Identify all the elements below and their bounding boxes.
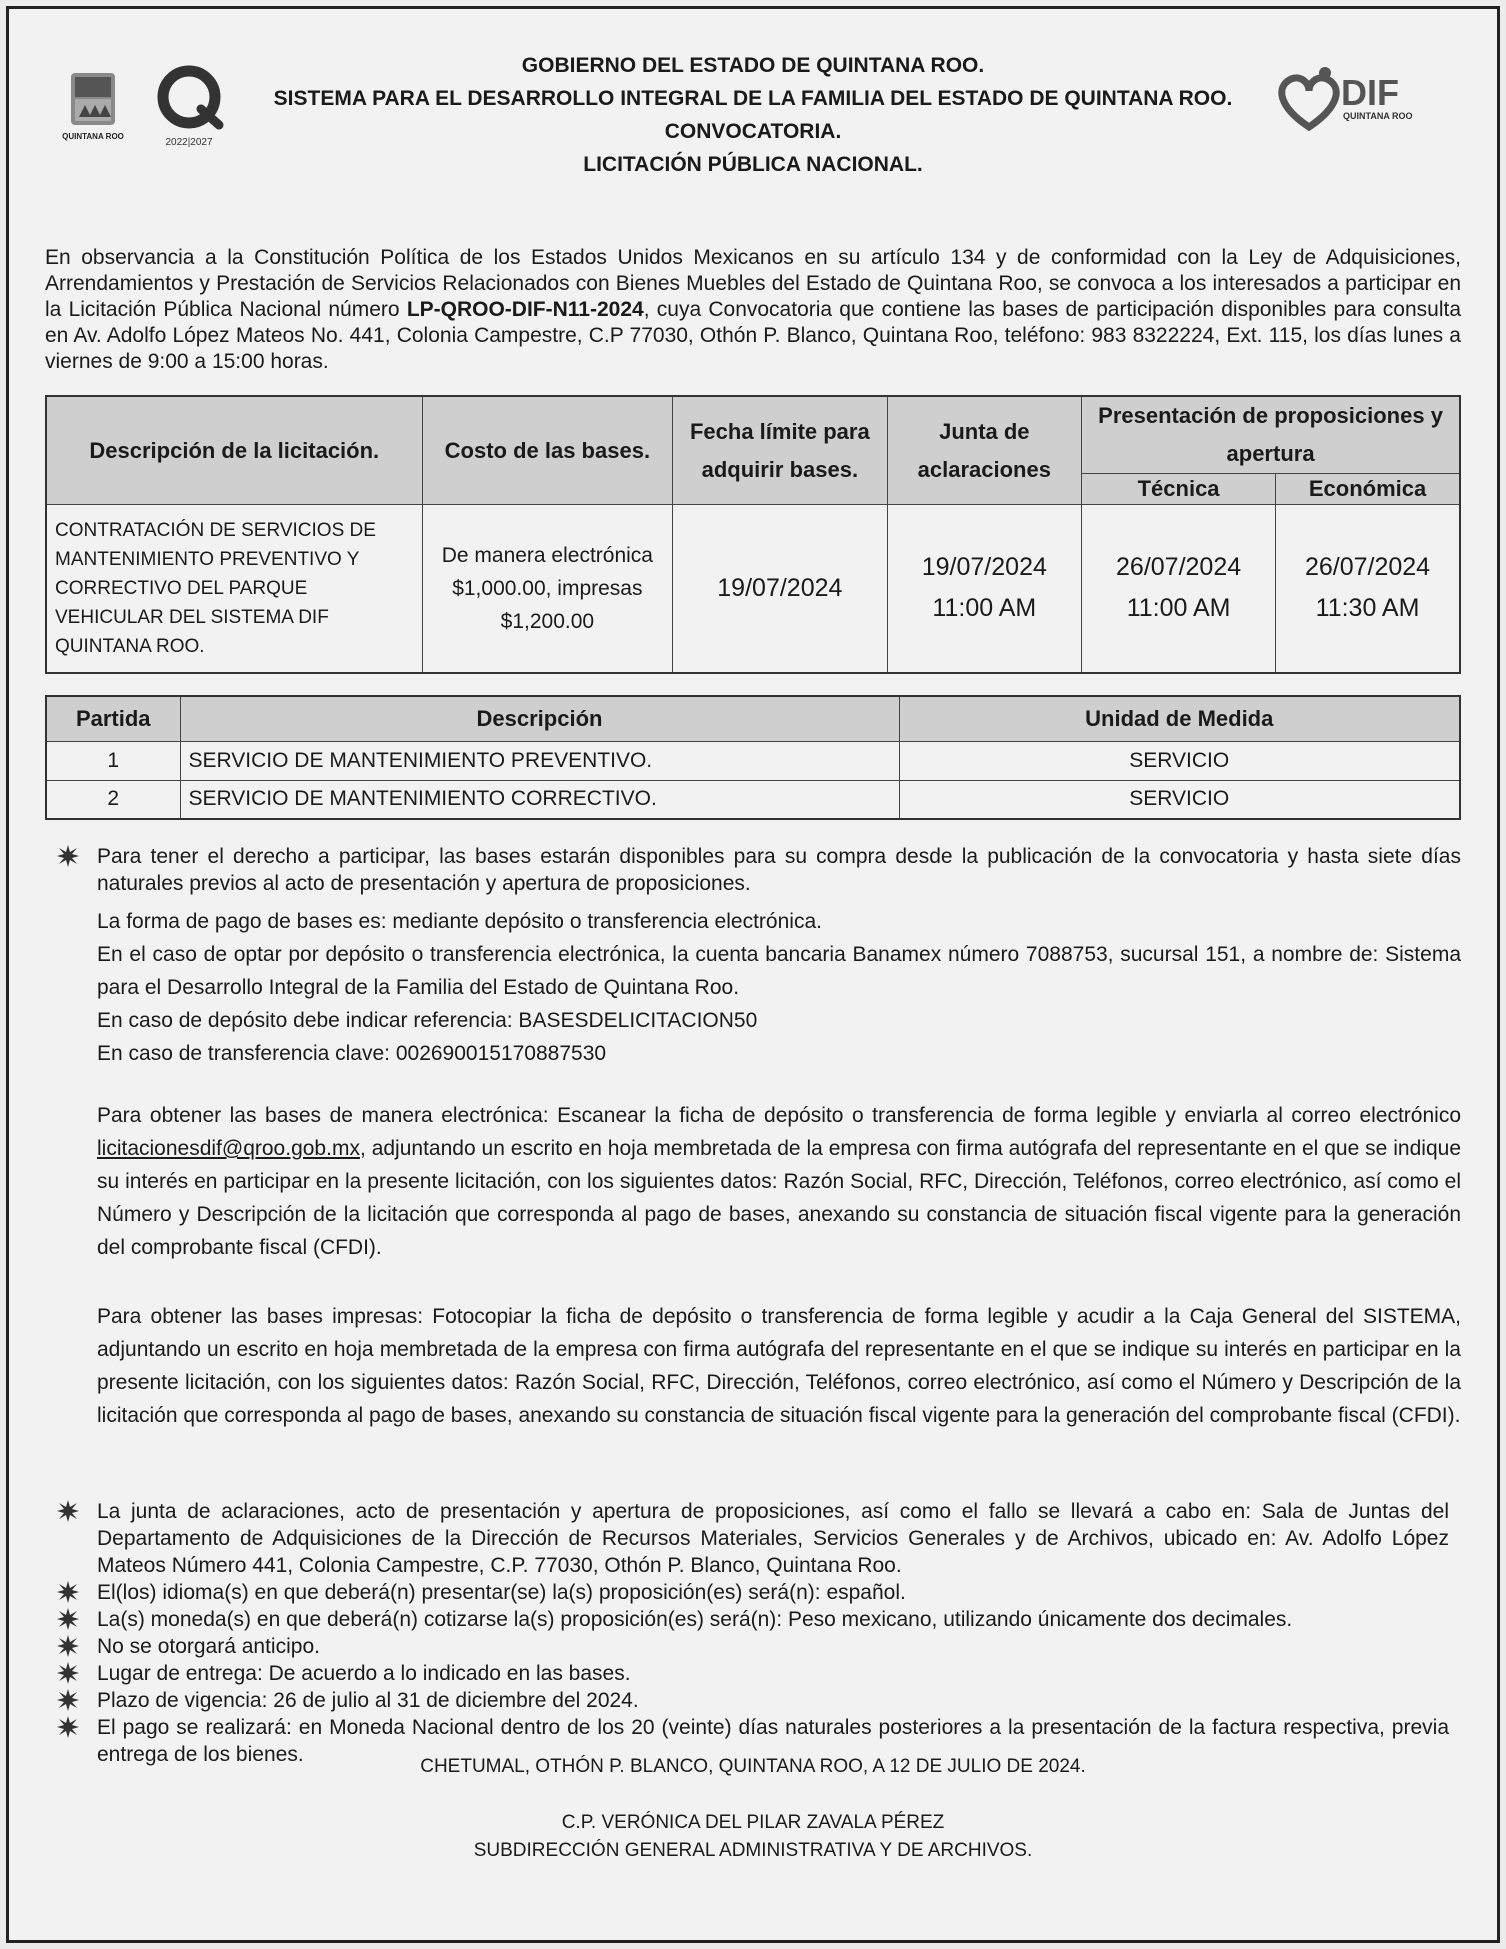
electronic-text-before: Para obtener las bases de manera electrónica: Escanear la ficha de depósito o transferencia de forma legible y enviarla al correo electrónico [97,1104,1461,1127]
dif-logo [1269,57,1439,147]
header [45,9,1461,234]
convocatoria-title: CONVOCATORIA. [664,120,842,143]
electronic-bases-paragraph [97,1099,1461,1264]
list-item [97,1498,1449,1579]
partida-number: 2 [46,780,180,819]
intro-paragraph [45,245,1461,375]
partida-unit: SERVICIO [899,780,1460,819]
licitacion-table [45,395,1461,674]
tecnica-fecha: 26/07/2024 [1116,553,1242,582]
dif-logo-subtext: QUINTANA ROO [1343,111,1413,121]
condition-text: La junta de aclaraciones, acto de presentación y apertura de proposiciones, así como el fallo se llevará a cabo en: Sala de Juntas del Departamento de Adquisiciones de la Dirección de Recursos Materiales, Servicios Generales y de Archivos, ubicado en: Av. Adolfo López Mateos Número 441, Colonia Campestre, C.P. 77030, Othón P. Blanco, Quintana Roo. [97,1500,1449,1577]
starburst-bullet-icon [57,1581,79,1603]
printed-bases-paragraph [97,1300,1461,1432]
document-page [6,6,1500,1943]
partida-number: 1 [46,741,180,780]
condition-text: Plazo de vigencia: 26 de julio al 31 de diciembre del 2024. [97,1689,639,1712]
list-item [97,1687,1449,1714]
table-row [46,741,1460,780]
partida-unit: SERVICIO [899,741,1460,780]
licitacion-number: LP-QROO-DIF-N11-2024 [406,298,644,321]
dif-heart-icon [1269,57,1439,147]
deposit-reference-text: En caso de depósito debe indicar referencia: BASESDELICITACION50 [97,1009,758,1032]
starburst-bullet-icon [57,1608,79,1630]
header-fecha-limite: Fecha límite para adquirir bases. [673,396,887,505]
condition-text: El pago se realizará: en Moneda Nacional dentro de los 20 (veinte) días naturales posteriores a la presentación de la factura respectiva, previa entrega de los bienes. [97,1716,1449,1766]
condition-text: El(los) idioma(s) en que deberá(n) presentar(se) la(s) proposición(es) será(n): español. [97,1581,906,1604]
table-row [46,780,1460,819]
document-body [45,9,1461,1861]
starburst-bullet-icon [57,1716,79,1738]
list-item [97,1579,1449,1606]
payment-paragraph-1 [97,843,1461,897]
starburst-bullet-icon [57,1662,79,1684]
tecnica-hora: 11:00 AM [1126,594,1231,623]
condition-text: Lugar de entrega: De acuerdo a lo indicado en las bases. [97,1662,631,1685]
partida-description: SERVICIO DE MANTENIMIENTO PREVENTIVO. [180,741,899,780]
intro-text-after: , cuya Convocatoria que contiene las bases de participación disponibles para consulta en Av. Adolfo López Mateos No. 441, Colonia Campestre, C.P 77030, Othón P. Blanco, Quintana Roo, teléfono: 983 8322224, Ext. 115, los días lunes a viernes de 9:00 a 15:00 horas. [45,298,1461,373]
junta-fecha: 19/07/2024 [921,553,1047,582]
header-junta: Junta de aclaraciones [887,396,1082,505]
header-economica: Económica [1276,474,1460,505]
header-presentacion: Presentación de proposiciones y apertura [1082,396,1460,474]
email-link[interactable]: licitacionesdif@qroo.gob.mx [97,1137,360,1160]
intro-text-before: En observancia a la Constitución Política de los Estados Unidos Mexicanos en su artículo 134 y de conformidad con la Ley de Adquisiciones, Arrendamientos y Prestación de Servicios Relacionados con Bienes Muebles del Estado de Quintana Roo, se convoca a los interesados a participar en la Licitación Pública Nacional número [45,246,1461,321]
header-costo: Costo de las bases. [422,396,673,505]
cell-tecnica [1082,505,1276,673]
signer-name: C.P. VERÓNICA DEL PILAR ZAVALA PÉREZ [561,1812,945,1833]
signer-office: SUBDIRECCIÓN GENERAL ADMINISTRATIVA Y DE ARCHIVOS. [473,1840,1033,1861]
list-item [97,1633,1449,1660]
transfer-clabe-text: En caso de transferencia clave: 002690015170887530 [97,1042,607,1065]
cell-costo: De manera electrónica $1,000.00, impresas $1,200.00 [422,505,673,673]
starburst-bullet-icon [57,845,79,867]
header-unidad: Unidad de Medida [899,696,1460,741]
list-item [97,1660,1449,1687]
starburst-bullet-icon [57,1635,79,1657]
cell-junta [887,505,1082,673]
economica-hora: 11:30 AM [1315,594,1420,623]
coat-of-arms-icon [61,65,261,155]
printed-bases-text: Para obtener las bases impresas: Fotocopiar la ficha de depósito o transferencia de forma legible y acudir a la Caja General del SISTEMA, adjuntando un escrito en hoja membretada de la empresa con firma autógrafa del representante en el que se indique su interés en participar en la presente licitación, con los siguientes datos: Razón Social, RFC, Dirección, Teléfonos, correo electrónico, así como el Número y Descripción de la licitación que corresponda al pago de bases, anexando su constancia de situación fiscal vigente para la generación del comprobante fiscal (CFDI). [97,1305,1461,1427]
dif-logo-text: DIF [1341,72,1399,113]
left-logo-text: QUINTANA ROO [62,132,124,141]
licitacion-title: LICITACIÓN PÚBLICA NACIONAL. [583,153,923,176]
header-tecnica: Técnica [1082,474,1276,505]
cell-economica [1276,505,1460,673]
place-date: CHETUMAL, OTHÓN P. BLANCO, QUINTANA ROO, A 12 DE JULIO DE 2024. [420,1756,1086,1777]
header-titles [265,49,1241,181]
economica-fecha: 26/07/2024 [1304,553,1431,582]
center-logo-text: 2022|2027 [165,137,213,148]
starburst-bullet-icon [57,1689,79,1711]
list-item [97,1606,1449,1633]
dif-title: SISTEMA PARA EL DESARROLLO INTEGRAL DE LA FAMILIA DEL ESTADO DE QUINTANA ROO. [273,87,1233,110]
conditions-list [97,1498,1449,1768]
header-descripcion: Descripción de la licitación. [46,396,422,505]
government-title: GOBIERNO DEL ESTADO DE QUINTANA ROO. [521,54,985,77]
header-partida: Partida [46,696,180,741]
condition-text: La(s) moneda(s) en que deberá(n) cotizarse la(s) proposición(es) será(n): Peso mexicano, utilizando únicamente dos decimales. [97,1608,1293,1631]
cell-fecha-limite: 19/07/2024 [673,505,887,673]
header-item-descripcion: Descripción [180,696,899,741]
partidas-table [45,695,1461,820]
starburst-bullet-icon [57,1500,79,1522]
participation-rights-text: Para tener el derecho a participar, las bases estarán disponibles para su compra desde la publicación de la convocatoria y hasta siete días naturales previos al acto de presentación y apertura de proposiciones. [97,845,1461,895]
payment-details [97,905,1461,1070]
partida-description: SERVICIO DE MANTENIMIENTO CORRECTIVO. [180,780,899,819]
cell-descripcion: CONTRATACIÓN DE SERVICIOS DE MANTENIMIENTO PREVENTIVO Y CORRECTIVO DEL PARQUE VEHICULAR DEL SISTEMA DIF QUINTANA ROO. [46,505,422,673]
electronic-text-after: , adjuntando un escrito en hoja membretada de la empresa con firma autógrafa del representante en el que se indique su interés en participar en la presente licitación, con los siguientes datos: Razón Social, RFC, Dirección, Teléfonos, correo electrónico, así como el Número y Descripción de la licitación que corresponda al pago de bases, anexando su constancia de situación fiscal vigente para la generación del comprobante fiscal (CFDI). [97,1137,1461,1259]
bank-account-text: En el caso de optar por depósito o transferencia electrónica, la cuenta bancaria Banamex número 7088753, sucursal 151, a nombre de: Sistema para el Desarrollo Integral de la Familia del Estado de Quintana Roo. [97,943,1461,999]
junta-hora: 11:00 AM [932,594,1037,623]
payment-method-text: La forma de pago de bases es: mediante depósito o transferencia electrónica. [97,910,822,933]
condition-text: No se otorgará anticipo. [97,1635,320,1658]
government-logos [61,65,261,155]
